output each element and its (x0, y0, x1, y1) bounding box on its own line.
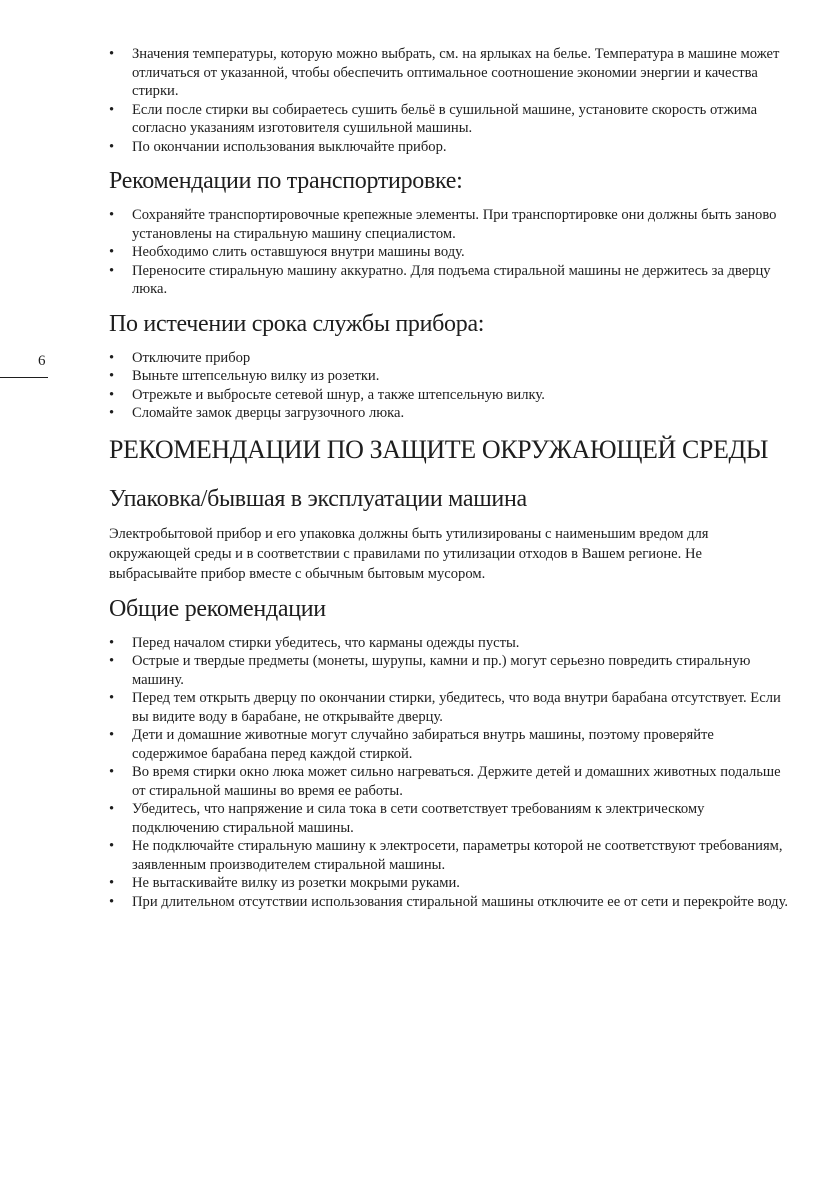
list-item: • Не подключайте стиральную машину к электросети, параметры которой не соответствуют требованиям, заявленным производителем стиральной машины. (109, 837, 789, 874)
list-item: • При длительном отсутствии использования стиральной машины отключите ее от сети и перекройте воду. (109, 893, 789, 912)
page-number-rule (0, 377, 48, 378)
intro-bullet-list (109, 45, 789, 156)
list-item: • Не вытаскивайте вилку из розетки мокрыми руками. (109, 874, 789, 893)
list-item: • Перед началом стирки убедитесь, что карманы одежды пусты. (109, 634, 789, 653)
list-item: • По окончании использования выключайте прибор. (109, 138, 789, 157)
list-item: • Выньте штепсельную вилку из розетки. (109, 367, 789, 386)
list-item: • Значения температуры, которую можно выбрать, см. на ярлыках на белье. Температура в машине может отличаться от указанной, чтобы обеспечить оптимальное соотношение экономии энергии и качества стирки. (109, 45, 789, 101)
general-bullet-list (109, 634, 789, 912)
end-of-life-heading: По истечении срока службы прибора: (109, 310, 485, 337)
list-item: • Переносите стиральную машину аккуратно. Для подъема стиральной машины не держитесь за дверцу люка. (109, 262, 789, 299)
list-item: • Перед тем открыть дверцу по окончании стирки, убедитесь, что вода внутри барабана отсутствует. Если вы видите воду в барабане, не открывайте дверцу. (109, 689, 789, 726)
list-item: • Необходимо слить оставшуюся внутри машины воду. (109, 243, 789, 262)
packaging-paragraph: Электробытовой прибор и его упаковка должны быть утилизированы с наименьшим вредом для окружающей среды и в соответствии с правилами по утилизации отходов в Вашем регионе. Не выбрасывайте прибор вместе с обычным бытовым мусором. (109, 525, 709, 582)
document-body (109, 45, 789, 911)
general-recommendations-heading: Общие рекомендации (109, 595, 326, 622)
transport-heading: Рекомендации по транспортировке: (109, 168, 463, 194)
end-of-life-bullet-list (109, 349, 789, 423)
list-item: • Убедитесь, что напряжение и сила тока в сети соответствует требованиям к электрическому подключению стиральной машины. (109, 800, 789, 837)
list-item: • Сломайте замок дверцы загрузочного люка. (109, 404, 789, 423)
packaging-heading: Упаковка/бывшая в эксплуатации машина (109, 485, 527, 512)
list-item: • Дети и домашние животные могут случайно забираться внутрь машины, поэтому проверяйте содержимое барабана перед каждой стиркой. (109, 726, 789, 763)
list-item: • Сохраняйте транспортировочные крепежные элементы. При транспортировке они должны быть заново установлены на стиральную машину специалистом. (109, 206, 789, 243)
transport-bullet-list (109, 206, 789, 299)
environment-heading: РЕКОМЕНДАЦИИ ПО ЗАЩИТЕ ОКРУЖАЮЩЕЙ СРЕДЫ (109, 434, 769, 464)
list-item: • Отключите прибор (109, 349, 789, 368)
page-number: 6 (38, 353, 46, 369)
list-item: • Если после стирки вы собираетесь сушить бельё в сушильной машине, установите скорость отжима согласно указаниям изготовителя сушильной машины. (109, 101, 789, 138)
list-item: • Отрежьте и выбросьте сетевой шнур, а также штепсельную вилку. (109, 386, 789, 405)
list-item: • Во время стирки окно люка может сильно нагреваться. Держите детей и домашних животных подальше от стиральной машины во время ее работы. (109, 763, 789, 800)
list-item: • Острые и твердые предметы (монеты, шурупы, камни и пр.) могут серьезно повредить стиральную машину. (109, 652, 789, 689)
